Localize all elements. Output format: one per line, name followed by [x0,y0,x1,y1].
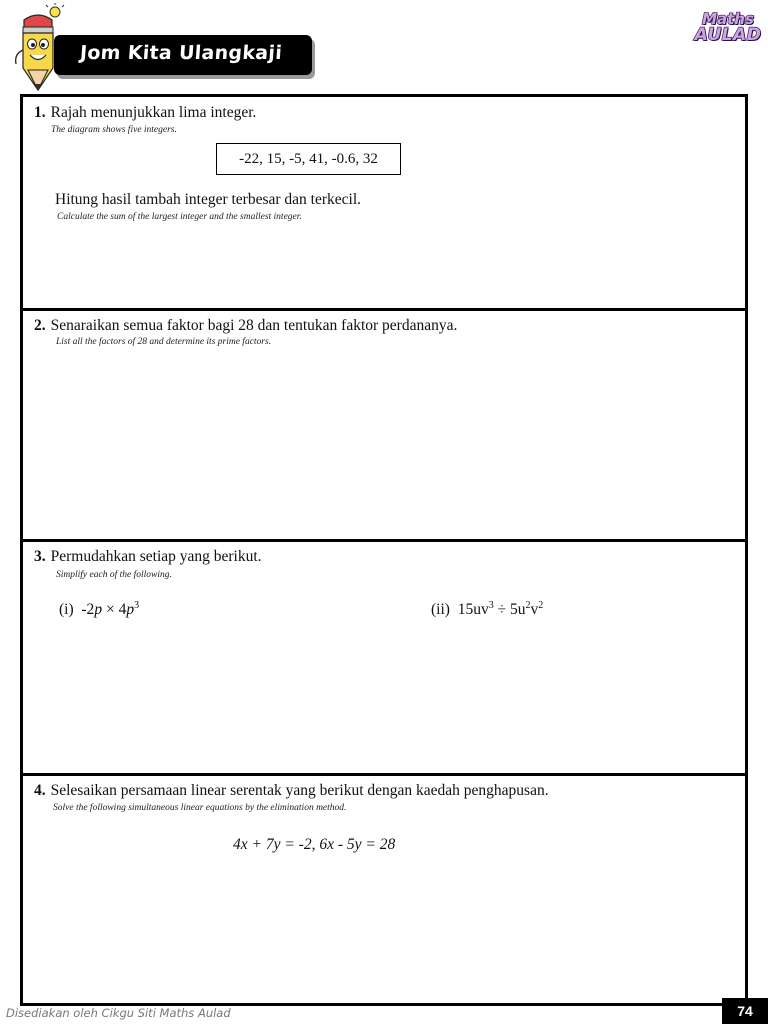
question-english-text: List all the factors of 28 and determine its prime factors. [56,337,272,347]
footer-credit: Disediakan oleh Cikgu Siti Maths Aulad [6,1006,231,1020]
followup-malay-text: Hitung hasil tambah integer terbesar dan terkecil. [55,191,362,208]
question-4-prompt [34,782,549,800]
term: 5u [509,601,526,619]
question-malay-text: Permudahkan setiap yang berikut. [50,548,262,565]
part-i-expression [59,600,139,619]
logo-text-line2: AULAD [694,25,762,45]
question-malay-text: Rajah menunjukkan lima integer. [50,104,257,121]
question-4 [23,776,745,1003]
title-banner [54,35,312,75]
followup-english-text: Calculate the sum of the largest integer and the smallest integer. [57,212,302,222]
question-3-prompt [34,548,262,566]
question-2 [23,311,745,542]
page-number: 74 [722,998,768,1024]
exponent: 3 [488,600,494,611]
coefficient: 4 [118,601,127,619]
part-label: (i) [59,601,74,619]
question-1-prompt [34,104,256,122]
question-malay-text: Senaraikan semua faktor bagi 28 dan tentukan faktor perdananya. [50,317,458,334]
question-number: 3. [34,548,46,565]
variable: p [94,601,103,619]
operator: ÷ [497,601,507,619]
question-number: 2. [34,317,46,334]
term: 15uv [457,601,489,619]
question-1 [23,97,745,311]
question-english-text: Solve the following simultaneous linear equations by the elimination method. [53,803,347,813]
logo-text-line1: Maths [702,10,754,28]
integers-box: -22, 15, -5, 41, -0.6, 32 [216,143,401,175]
term: v [530,601,539,619]
exponent: 2 [538,600,544,611]
questions-frame [20,94,748,1006]
coefficient: -2 [81,601,95,619]
exponent: 3 [134,600,140,611]
question-malay-text: Selesaikan persamaan linear serentak yang berikut dengan kaedah penghapusan. [50,782,549,799]
part-label: (ii) [431,601,450,619]
question-3 [23,542,745,776]
variable: p [126,601,135,619]
banner-title: Jom Kita Ulangkaji [79,42,283,64]
part-ii-expression [431,600,543,619]
simultaneous-equations: 4x + 7y = -2, 6x - 5y = 28 [233,836,396,853]
question-number: 4. [34,782,46,799]
operator: × [105,601,115,619]
question-english-text: The diagram shows five integers. [51,125,177,135]
question-2-prompt [34,317,457,335]
question-english-text: Simplify each of the following. [56,570,172,580]
question-number: 1. [34,104,46,121]
exponent: 2 [525,600,531,611]
maths-aulad-logo [694,10,762,48]
